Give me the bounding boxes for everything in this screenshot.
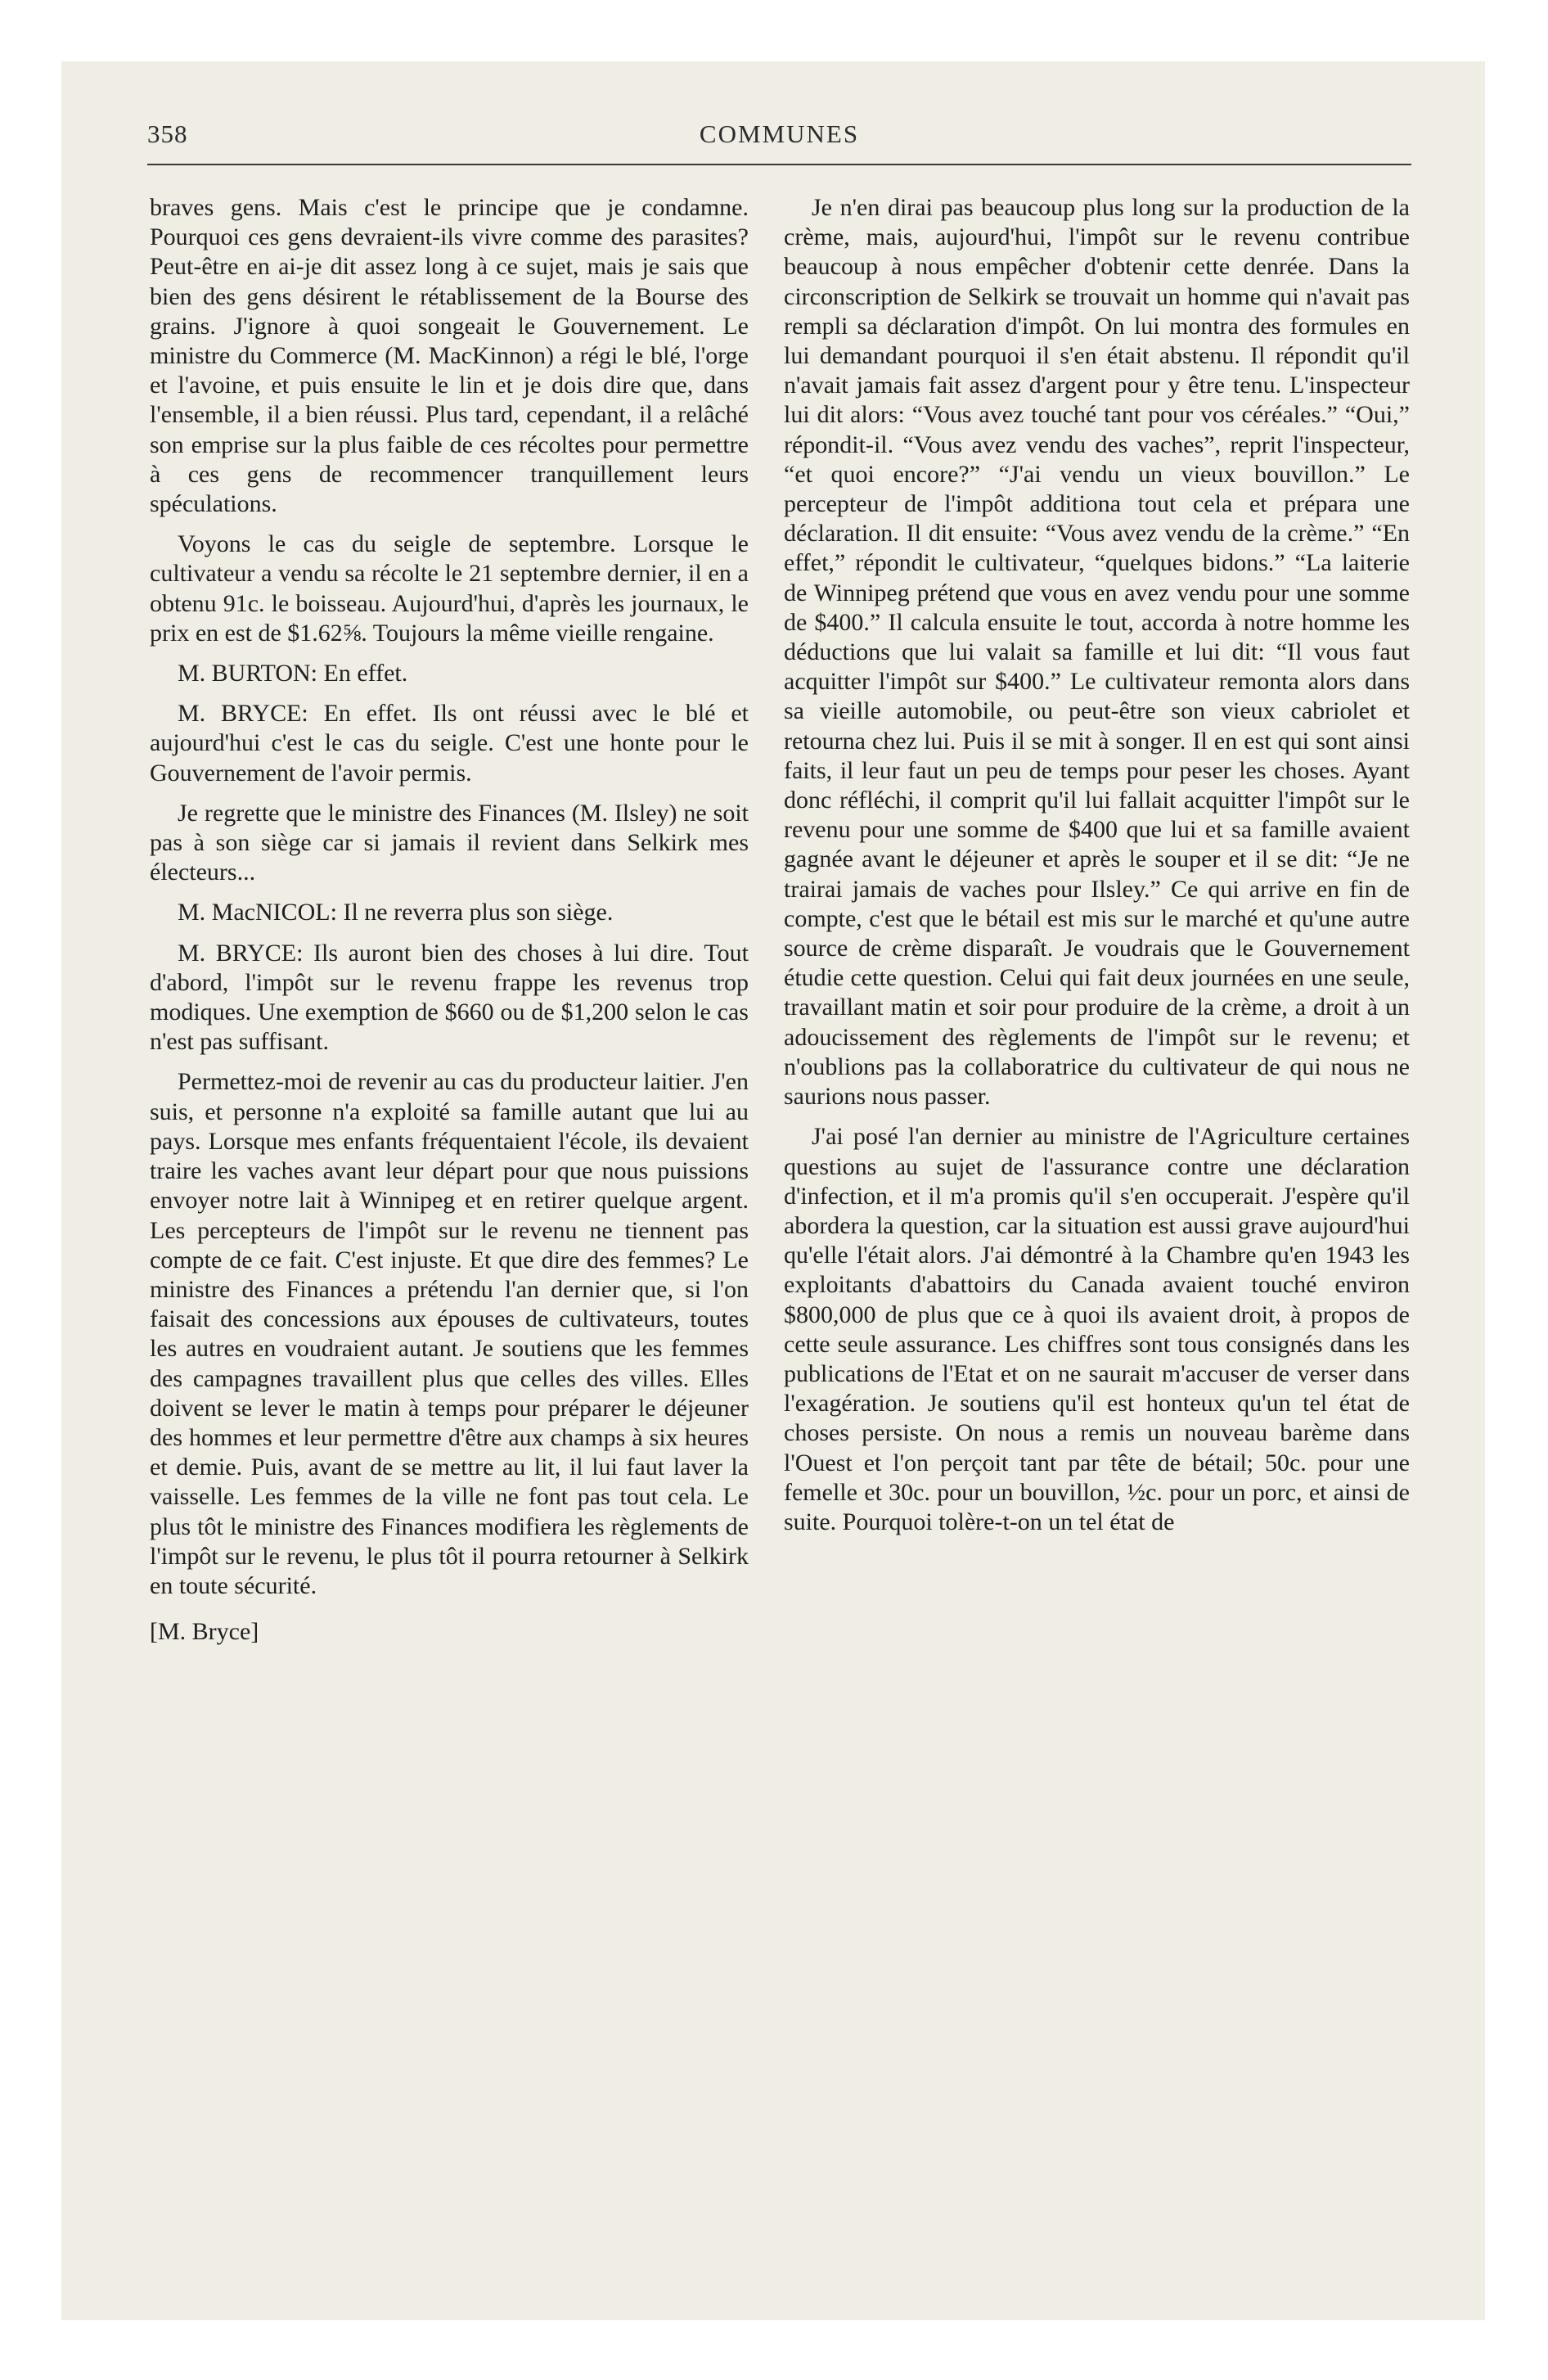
left-column: [150, 193, 749, 1657]
speaker-paragraph: M. BRYCE: En effet. Ils ont réussi avec le blé et aujourd'hui c'est le cas du seigle. C'est une honte pour le Gouvernement de l'avoir permis.: [150, 700, 749, 787]
paragraph: J'ai posé l'an dernier au ministre de l'Agriculture certaines questions au sujet de l'assurance contre une déclaration d'infection, et il m'a promis qu'il s'en occuperait. J'espère qu'il abordera la question, car la situation est aussi grave aujourd'hui qu'elle l'était alors. J'ai démontré à la Chambre qu'en 1943 les exploitants d'abattoirs du Canada avaient touché environ $800,000 de plus que ce à quoi ils avaient droit, à propos de cette seule assurance. Les chiffres sont tous consignés dans les publications de l'Etat et on ne saurait m'accuser de verser dans l'exagération. Je soutiens qu'il est honteux qu'un tel état de choses persiste. On nous a remis un nouveau barème dans l'Ouest et l'on perçoit tant par tête de bétail; 50c. pour une femelle et 30c. pour un bouvillon, ½c. pour un porc, et ainsi de suite. Pourquoi tolère-t-on un tel état de: [784, 1123, 1410, 1535]
paragraph: Je regrette que le ministre des Finances (M. Ilsley) ne soit pas à son siège car si jamais il revient dans Selkirk mes électeurs...: [150, 799, 749, 886]
page-number: 358: [147, 119, 188, 148]
speaker-paragraph: M. MacNICOL: Il ne reverra plus son siège.: [178, 899, 614, 926]
speaker-paragraph: M. BRYCE: Ils auront bien des choses à lui dire. Tout d'abord, l'impôt sur le revenu frappe les revenus trop modiques. Une exemption de $660 ou de $1,200 selon le cas n'est pas suffisant.: [150, 939, 749, 1056]
paragraph: Je n'en dirai pas beaucoup plus long sur la production de la crème, mais, aujourd'hui, l'impôt sur le revenu contribue beaucoup à nous empêcher d'obtenir cette denrée. Dans la circonscription de Selkirk se trouvait un homme qui n'avait pas rempli sa déclaration d'impôt. On lui montra des formules en lui demandant pourquoi il s'en était abstenu. Il répondit qu'il n'avait jamais fait assez d'argent pour y être tenu. L'inspecteur lui dit alors: “Vous avez touché tant pour vos céréales.” “Oui,” répondit-il. “Vous avez vendu des vaches”, reprit l'inspecteur, “et quoi encore?” “J'ai vendu un vieux bouvillon.” Le percepteur de l'impôt additiona tout cela et prépara une déclaration. Il dit ensuite: “Vous avez vendu de la crème.” “En effet,” répondit le cultivateur, “quelques bidons.” “La laiterie de Winnipeg prétend que vous en avez vendu pour une somme de $400.” Il calcula ensuite le tout, accorda à notre homme les déductions que lui valait sa famille et lui dit: “Il vous faut acquitter l'impôt sur $400.” Le cultivateur remonta alors dans sa vieille automobile, ou peut-être son vieux cabriolet et retourna chez lui. Puis il se mit à songer. Il en est qui sont ainsi faits, il leur faut un peu de temps pour peser les choses. Ayant donc réfléchi, il comprit qu'il lui fallait acquitter l'impôt sur le revenu pour une somme de $400 que lui et sa famille avaient gagnée avant le déjeuner et après le souper et il se dit: “Je ne trairai jamais de vaches pour Ilsley.” Ce qui arrive en fin de compte, c'est que le bétail est mis sur le marché et qu'une autre source de crème disparaît. Je voudrais que le Gouvernement étudie cette question. Celui qui fait deux journées en une seule, travaillant matin et soir pour produire de la crème, a droit à un adoucissement des règlements de l'impôt sur le revenu; et n'oublions pas la collaboratrice du cultivateur de qui nous ne saurions nous passer.: [784, 194, 1410, 1111]
speaker-attribution: [M. Bryce]: [150, 1618, 259, 1646]
paragraph: braves gens. Mais c'est le principe que je condamne. Pourquoi ces gens devraient-ils vivre comme des parasites? Peut-être en ai-je dit assez long à ce sujet, mais je sais que bien des gens désirent le rétablissement de la Bourse des grains. J'ignore à quoi songeait le Gouvernement. Le ministre du Commerce (M. MacKinnon) a régi le blé, l'orge et l'avoine, et puis ensuite le lin et je dois dire que, dans l'ensemble, il a bien réussi. Plus tard, cependant, il a relâché son emprise sur la plus faible de ces récoltes pour permettre à ces gens de recommencer tranquillement leurs spéculations.: [150, 194, 749, 518]
speaker-paragraph: M. BURTON: En effet.: [178, 660, 408, 687]
paragraph: Permettez-moi de revenir au cas du producteur laitier. J'en suis, et personne n'a exploité sa famille autant que lui au pays. Lorsque mes enfants fréquentaient l'école, ils devaient traire les vaches avant leur départ pour que nous puissions envoyer notre lait à Winnipeg et en retirer quelque argent. Les percepteurs de l'impôt sur le revenu ne tiennent pas compte de ce fait. C'est injuste. Et que dire des femmes? Le ministre des Finances a prétendu l'an dernier que, si l'on faisait des concessions aux épouses de cultivateurs, toutes les autres en voudraient autant. Je soutiens que les femmes des campagnes travaillent plus que celles des villes. Elles doivent se lever le matin à temps pour préparer le déjeuner des hommes et leur permettre d'être aux champs à six heures et demie. Puis, avant de se mettre au lit, il lui faut laver la vaisselle. Les femmes de la ville ne font pas tout cela. Le plus tôt le ministre des Finances modifiera les règlements de l'impôt sur le revenu, le plus tôt il pourra retourner à Selkirk en toute sécurité.: [150, 1068, 749, 1599]
right-column: [784, 193, 1410, 1548]
running-head: COMMUNES: [699, 119, 860, 148]
page-header: [147, 115, 1411, 165]
paragraph: Voyons le cas du seigle de septembre. Lorsque le cultivateur a vendu sa récolte le 21 septembre dernier, il en a obtenu 91c. le boisseau. Aujourd'hui, d'après les journaux, le prix en est de $1.62⅝. Toujours la même vieille rengaine.: [150, 530, 749, 647]
